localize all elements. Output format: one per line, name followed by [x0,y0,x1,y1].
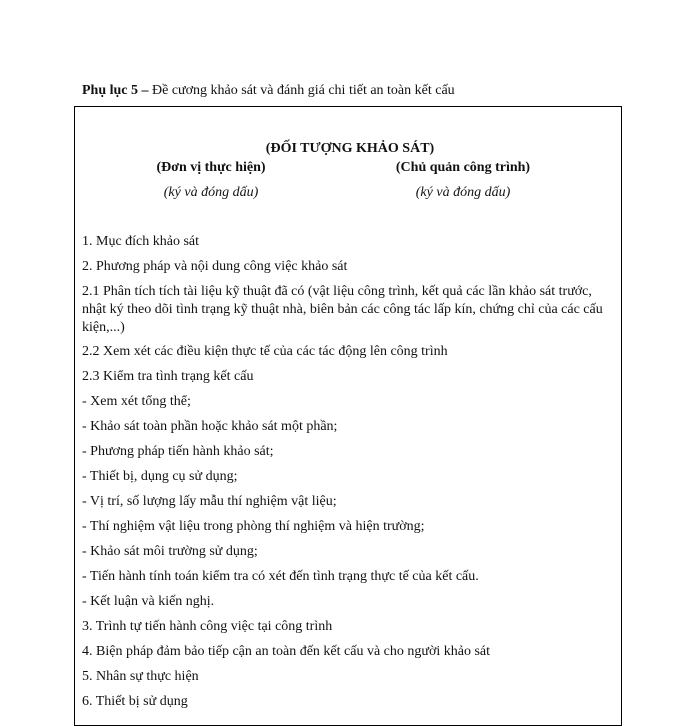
appendix-label: Phụ lục 5 [82,83,139,98]
appendix-dash: – [138,83,153,98]
executing-unit-signature-note: (ký và đóng dấu) [163,185,259,200]
outline-bullet-3: - Phương pháp tiến hành khảo sát; [82,444,274,459]
owner-title: (Chủ quản công trình) [395,160,531,175]
outline-line-2: 2. Phương pháp và nội dung công việc khảo sát [82,259,348,274]
outline-line-2-2: 2.2 Xem xét các điều kiện thực tế của các tác động lên công trình [82,344,448,359]
outline-bullet-5: - Vị trí, số lượng lấy mẫu thí nghiệm vật liệu; [82,494,337,509]
outline-bullet-2: - Khảo sát toàn phần hoặc khảo sát một phần; [82,419,338,434]
owner-signature-note: (ký và đóng dấu) [415,185,511,200]
outline-bullet-7: - Khảo sát môi trường sử dụng; [82,544,258,559]
outline-line-1: 1. Mục đích khảo sát [82,234,200,249]
outline-bullet-4: - Thiết bị, dụng cụ sử dụng; [82,469,238,484]
executing-unit-title: (Đơn vị thực hiện) [156,160,266,175]
outline-line-4: 4. Biện pháp đảm bảo tiếp cận an toàn đến kết cấu và cho người khảo sát [82,644,491,659]
owner-block [348,159,578,202]
outline-body [82,233,612,718]
survey-object-title: (ĐỐI TƯỢNG KHẢO SÁT) [265,141,435,156]
executing-unit-block [96,159,326,202]
outline-line-6: 6. Thiết bị sử dụng [82,694,188,709]
outline-bullet-6: - Thí nghiệm vật liệu trong phòng thí nghiệm và hiện trường; [82,519,425,534]
outline-bullet-1: - Xem xét tổng thể; [82,394,191,409]
outline-bullet-8: - Tiến hành tính toán kiểm tra có xét đến tình trạng thực tế của kết cấu. [82,569,479,584]
outline-line-2-3: 2.3 Kiểm tra tình trạng kết cấu [82,369,254,384]
appendix-heading [82,82,455,100]
outline-line-3: 3. Trình tự tiến hành công việc tại công trình [82,619,333,634]
outline-line-5: 5. Nhân sự thực hiện [82,669,199,684]
outline-bullet-9: - Kết luận và kiến nghị. [82,594,215,609]
appendix-title: Đề cương khảo sát và đánh giá chi tiết an toàn kết cấu [152,83,455,98]
outline-line-2-1: 2.1 Phân tích tích tài liệu kỹ thuật đã có (vật liệu công trình, kết quả các lần khảo sát trước, nhật ký theo dõi tình trạng kỹ thuật nhà, biên bản các công tác lấp kín, chứng chỉ của các cấu kiện,...) [82,284,603,335]
